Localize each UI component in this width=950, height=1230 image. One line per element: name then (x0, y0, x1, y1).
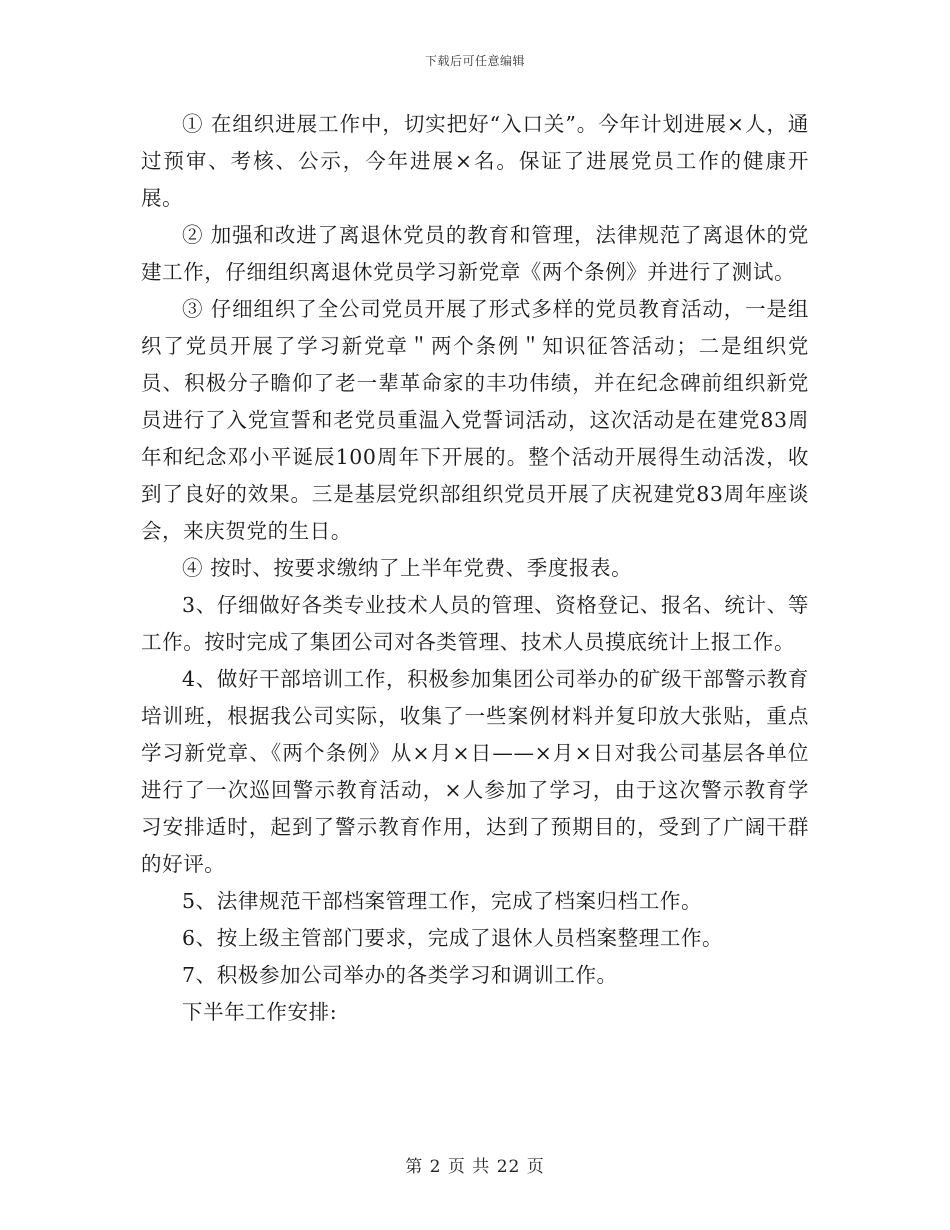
paragraph-section-6: 6、按上级主管部门要求，完成了退休人员档案整理工作。 (182, 926, 724, 950)
paragraph-next-half-plan: 下半年工作安排: (182, 1000, 338, 1024)
paragraph-section-5: 5、法律规范干部档案管理工作，完成了档案归档工作。 (182, 889, 703, 913)
paragraph-item-2: ② 加强和改进了离退休党员的教育和管理，法律规范了离退休的党建工作，仔细组织离退休党员学习新党章《两个条例》并进行了测试。 (141, 223, 809, 284)
paragraph-item-4: ④ 按时、按要求缴纳了上半年党费、季度报表。 (182, 556, 633, 580)
paragraph-item-1: ① 在组织进展工作中，切实把好“入口关”。今年计划进展×人，通过预审、考核、公示，今年进展×名。保证了进展党员工作的健康开展。 (141, 112, 809, 210)
paragraph-section-7: 7、积极参加公司举办的各类学习和调训工作。 (182, 963, 618, 987)
page-header: 下载后可任意编辑 (424, 54, 525, 68)
document-body (141, 106, 809, 1031)
paragraph-item-3: ③ 仔细组织了全公司党员开展了形式多样的党员教育活动，一是组织了党员开展了学习新党章＂两个条例＂知识征答活动；二是组织党员、积极分子瞻仰了老一辈革命家的丰功伟绩，并在纪念碑前组织新党员进行了入党宣誓和老党员重温入党誓词活动，这次活动是在建党83周年和纪念邓小平诞辰100周年下开展的。整个活动开展得生动活泼，收到了良好的效果。三是基层党织部组织党员开展了庆祝建党83周年座谈会，来庆贺党的生日。 (141, 297, 809, 543)
paragraph-section-4: 4、做好干部培训工作，积极参加集团公司举办的矿级干部警示教育培训班，根据我公司实际，收集了一些案例材料并复印放大张贴，重点学习新党章、《两个条例》从×月×日——×月×日对我公司基层各单位进行了一次巡回警示教育活动，×人参加了学习，由于这次警示教育学习安排适时，起到了警示教育作用，达到了预期目的，受到了广阔干群的好评。 (141, 667, 809, 876)
page-footer: 第 2 页 共 22 页 (405, 1157, 545, 1177)
paragraph-section-3: 3、仔细做好各类专业技术人员的管理、资格登记、报名、统计、等工作。按时完成了集团公司对各类管理、技术人员摸底统计上报工作。 (141, 593, 809, 654)
